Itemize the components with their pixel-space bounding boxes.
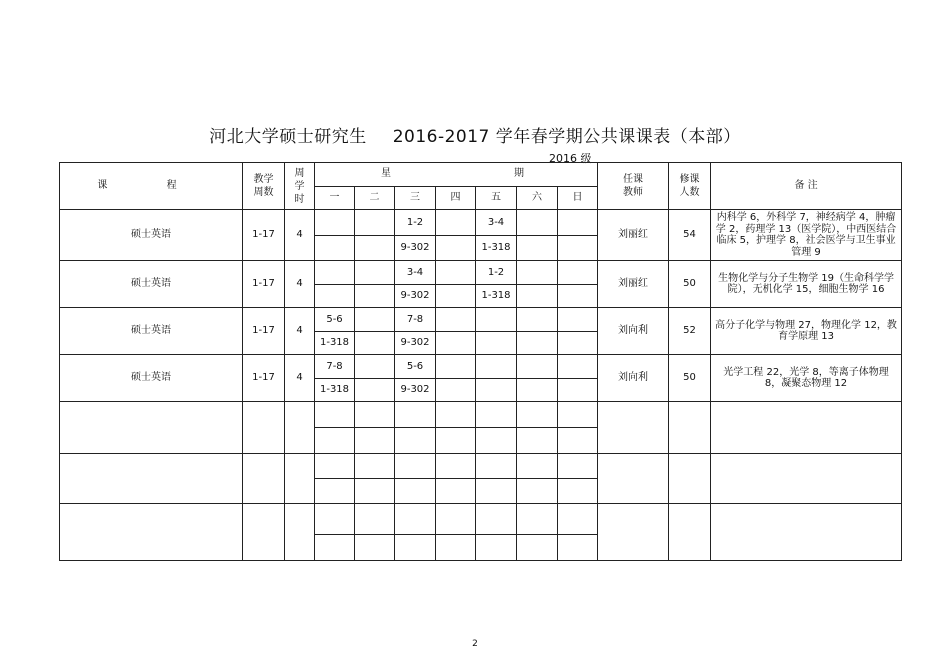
empty-cell xyxy=(669,454,711,504)
slot-cell: 5-6 xyxy=(395,355,436,379)
remark-text: 生物化学与分子生物学 19（生命科学学院），无机化学 15，细胞生物学 16 xyxy=(711,261,902,308)
course-weeks: 1-17 xyxy=(243,308,285,355)
empty-cell xyxy=(517,402,558,428)
header-course-label: 课 程 xyxy=(97,180,205,192)
course-hours: 4 xyxy=(285,355,315,402)
room-cell xyxy=(476,379,517,402)
empty-cell xyxy=(243,504,285,561)
empty-cell xyxy=(517,479,558,504)
room-cell: 9-302 xyxy=(395,236,436,261)
room-cell xyxy=(355,236,395,261)
course-weeks: 1-17 xyxy=(243,355,285,402)
room-cell xyxy=(315,236,355,261)
slot-cell: 3-4 xyxy=(476,210,517,236)
empty-cell xyxy=(285,454,315,504)
course-weeks: 1-17 xyxy=(243,261,285,308)
day-mon: 一 xyxy=(315,187,355,210)
slot-cell xyxy=(355,355,395,379)
slot-cell xyxy=(476,308,517,332)
empty-cell xyxy=(436,402,476,428)
empty-cell xyxy=(355,535,395,561)
day-wed: 三 xyxy=(395,187,436,210)
empty-cell xyxy=(558,504,598,535)
empty-cell xyxy=(517,454,558,479)
slot-cell xyxy=(436,308,476,332)
empty-cell xyxy=(476,535,517,561)
empty-cell xyxy=(711,504,902,561)
empty-cell xyxy=(60,454,243,504)
day-sun: 日 xyxy=(558,187,598,210)
empty-cell xyxy=(436,454,476,479)
slot-cell xyxy=(355,308,395,332)
room-cell xyxy=(558,285,598,308)
slot-cell: 5-6 xyxy=(315,308,355,332)
room-cell xyxy=(558,236,598,261)
course-name: 硕士英语 xyxy=(60,355,243,402)
empty-row xyxy=(60,402,902,428)
table-row xyxy=(60,261,902,285)
course-hours: 4 xyxy=(285,261,315,308)
room-cell: 1-318 xyxy=(315,332,355,355)
title-university: 河北大学硕士研究生 xyxy=(209,127,367,147)
teacher-name: 刘丽红 xyxy=(598,210,669,261)
empty-cell xyxy=(598,504,669,561)
table-row xyxy=(60,210,902,236)
header-course xyxy=(60,163,243,210)
teacher-name: 刘向利 xyxy=(598,355,669,402)
room-cell xyxy=(436,236,476,261)
enrollment-count: 50 xyxy=(669,261,711,308)
empty-cell xyxy=(315,535,355,561)
room-cell xyxy=(517,379,558,402)
slot-cell: 1-2 xyxy=(476,261,517,285)
slot-cell xyxy=(436,261,476,285)
course-name: 硕士英语 xyxy=(60,210,243,261)
slot-cell: 3-4 xyxy=(395,261,436,285)
header-row xyxy=(60,163,902,187)
empty-cell xyxy=(598,402,669,454)
slot-cell xyxy=(558,308,598,332)
day-fri: 五 xyxy=(476,187,517,210)
room-cell: 1-318 xyxy=(476,285,517,308)
title-term: 2016-2017 学年春学期公共课课表（本部） xyxy=(392,127,741,147)
empty-cell xyxy=(558,454,598,479)
empty-cell xyxy=(669,402,711,454)
empty-cell xyxy=(517,535,558,561)
table-row xyxy=(60,308,902,332)
empty-cell xyxy=(315,402,355,428)
slot-cell xyxy=(517,261,558,285)
slot-cell xyxy=(436,355,476,379)
room-cell: 9-302 xyxy=(395,332,436,355)
enrollment-count: 50 xyxy=(669,355,711,402)
empty-cell xyxy=(355,504,395,535)
empty-cell xyxy=(395,535,436,561)
header-weekday xyxy=(315,163,598,187)
page-number: 2 xyxy=(472,639,478,649)
slot-cell xyxy=(517,210,558,236)
slot-cell xyxy=(558,261,598,285)
remark-text: 内科学 6，外科学 7，神经病学 4，肿瘤学 2，药理学 13（医学院），中西医结合临床 5，护理学 8，社会医学与卫生事业管理 9 xyxy=(711,210,902,261)
room-cell xyxy=(558,379,598,402)
empty-cell xyxy=(315,454,355,479)
empty-cell xyxy=(436,479,476,504)
slot-cell xyxy=(315,210,355,236)
room-cell xyxy=(476,332,517,355)
table-row xyxy=(60,355,902,379)
slot-cell: 1-2 xyxy=(395,210,436,236)
empty-cell xyxy=(436,428,476,454)
header-teach-weeks xyxy=(243,163,285,210)
empty-cell xyxy=(436,504,476,535)
slot-cell: 7-8 xyxy=(315,355,355,379)
room-cell xyxy=(517,285,558,308)
empty-cell xyxy=(558,402,598,428)
header-weekday-xing: 星 xyxy=(381,168,391,179)
course-hours: 4 xyxy=(285,210,315,261)
enrollment-count: 54 xyxy=(669,210,711,261)
schedule-table xyxy=(59,162,902,561)
room-cell xyxy=(436,285,476,308)
empty-row xyxy=(60,504,902,535)
slot-cell xyxy=(558,355,598,379)
slot-cell: 7-8 xyxy=(395,308,436,332)
slot-cell xyxy=(517,308,558,332)
empty-cell xyxy=(476,428,517,454)
room-cell: 1-318 xyxy=(315,379,355,402)
room-cell xyxy=(315,285,355,308)
slot-cell xyxy=(315,261,355,285)
slot-cell xyxy=(436,210,476,236)
teacher-name: 刘丽红 xyxy=(598,261,669,308)
slot-cell xyxy=(517,355,558,379)
empty-cell xyxy=(395,479,436,504)
room-cell xyxy=(436,332,476,355)
header-remarks: 备 注 xyxy=(711,163,902,210)
empty-cell xyxy=(711,454,902,504)
empty-cell xyxy=(60,504,243,561)
header-teacher-label: 任课教师 xyxy=(623,174,644,198)
header-teacher xyxy=(598,163,669,210)
grade-label: 2016 级 xyxy=(549,152,592,165)
empty-cell xyxy=(395,454,436,479)
day-tue: 二 xyxy=(355,187,395,210)
empty-cell xyxy=(315,479,355,504)
header-teach-weeks-label: 教学周数 xyxy=(253,174,274,198)
empty-cell xyxy=(598,454,669,504)
empty-cell xyxy=(315,428,355,454)
header-weekly-hours xyxy=(285,163,315,210)
empty-cell xyxy=(436,535,476,561)
empty-cell xyxy=(669,504,711,561)
slot-cell xyxy=(355,210,395,236)
header-weekday-qi: 期 xyxy=(514,168,524,179)
empty-cell xyxy=(395,428,436,454)
room-cell: 9-302 xyxy=(395,379,436,402)
room-cell xyxy=(355,332,395,355)
slot-cell xyxy=(355,261,395,285)
slot-cell xyxy=(558,210,598,236)
empty-cell xyxy=(395,402,436,428)
header-enrollment-label: 修课人数 xyxy=(679,174,700,198)
empty-cell xyxy=(355,428,395,454)
room-cell xyxy=(436,379,476,402)
empty-cell xyxy=(476,504,517,535)
room-cell xyxy=(558,332,598,355)
document-title xyxy=(0,122,950,147)
empty-cell xyxy=(285,504,315,561)
course-name: 硕士英语 xyxy=(60,308,243,355)
room-cell xyxy=(355,379,395,402)
teacher-name: 刘向利 xyxy=(598,308,669,355)
empty-cell xyxy=(243,454,285,504)
room-cell xyxy=(517,236,558,261)
empty-cell xyxy=(355,402,395,428)
day-thu: 四 xyxy=(436,187,476,210)
day-sat: 六 xyxy=(517,187,558,210)
empty-cell xyxy=(558,479,598,504)
empty-cell xyxy=(476,454,517,479)
course-hours: 4 xyxy=(285,308,315,355)
course-name: 硕士英语 xyxy=(60,261,243,308)
empty-cell xyxy=(711,402,902,454)
slot-cell xyxy=(476,355,517,379)
empty-cell xyxy=(476,402,517,428)
empty-cell xyxy=(355,454,395,479)
header-weekly-hours-label: 周学时 xyxy=(294,167,305,205)
empty-cell xyxy=(243,402,285,454)
empty-cell xyxy=(517,504,558,535)
empty-row xyxy=(60,454,902,479)
empty-cell xyxy=(315,504,355,535)
enrollment-count: 52 xyxy=(669,308,711,355)
empty-cell xyxy=(395,504,436,535)
room-cell xyxy=(517,332,558,355)
empty-cell xyxy=(517,428,558,454)
room-cell xyxy=(355,285,395,308)
empty-cell xyxy=(558,428,598,454)
room-cell: 9-302 xyxy=(395,285,436,308)
course-weeks: 1-17 xyxy=(243,210,285,261)
header-enrollment xyxy=(669,163,711,210)
remark-text: 光学工程 22，光学 8，等离子体物理 8，凝聚态物理 12 xyxy=(711,355,902,402)
empty-cell xyxy=(476,479,517,504)
empty-cell xyxy=(285,402,315,454)
remark-text: 高分子化学与物理 27，物理化学 12，教育学原理 13 xyxy=(711,308,902,355)
empty-cell xyxy=(60,402,243,454)
room-cell: 1-318 xyxy=(476,236,517,261)
empty-cell xyxy=(355,479,395,504)
empty-cell xyxy=(558,535,598,561)
